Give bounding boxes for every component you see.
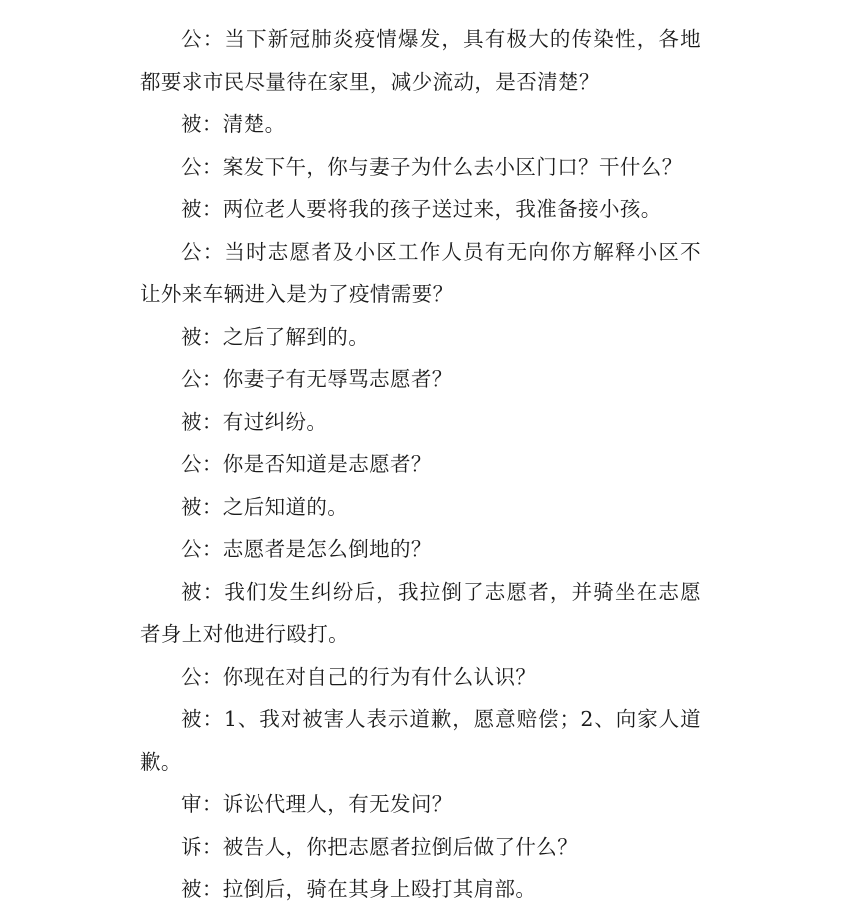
transcript-paragraph: 公：当时志愿者及小区工作人员有无向你方解释小区不让外来车辆进入是为了疫情需要？ [140, 239, 701, 306]
transcript-paragraph: 公：当下新冠肺炎疫情爆发，具有极大的传染性，各地都要求市民尽量待在家里，减少流动，是否清楚？ [140, 27, 701, 94]
transcript-paragraph: 被：我们发生纠纷后，我拉倒了志愿者，并骑坐在志愿者身上对他进行殴打。 [140, 579, 701, 646]
transcript-paragraph: 审：诉讼代理人，有无发问？ [181, 792, 453, 816]
transcript-paragraph: 公：你妻子有无辱骂志愿者？ [181, 367, 453, 391]
transcript-paragraph: 诉：被告人，你把志愿者拉倒后做了什么？ [181, 834, 579, 859]
document-body [140, 18, 701, 911]
transcript-paragraph: 被：拉倒后，骑在其身上殴打其肩部。 [181, 877, 537, 901]
transcript-paragraph: 被：之后了解到的。 [181, 324, 370, 349]
transcript-paragraph: 公：案发下午，你与妻子为什么去小区门口？干什么？ [181, 154, 683, 179]
transcript-paragraph: 被：清楚。 [181, 112, 286, 136]
transcript-paragraph: 公：志愿者是怎么倒地的？ [181, 537, 432, 561]
transcript-paragraph: 被：1、我对被害人表示道歉，愿意赔偿；2、向家人道歉。 [140, 707, 701, 774]
transcript-paragraph: 被：两位老人要将我的孩子送过来，我准备接小孩。 [181, 197, 662, 221]
transcript-paragraph: 公：你现在对自己的行为有什么认识？ [181, 664, 537, 689]
transcript-paragraph: 被：有过纠纷。 [181, 409, 328, 434]
transcript-paragraph: 公：你是否知道是志愿者？ [181, 452, 432, 476]
transcript-paragraph: 被：之后知道的。 [181, 494, 349, 519]
